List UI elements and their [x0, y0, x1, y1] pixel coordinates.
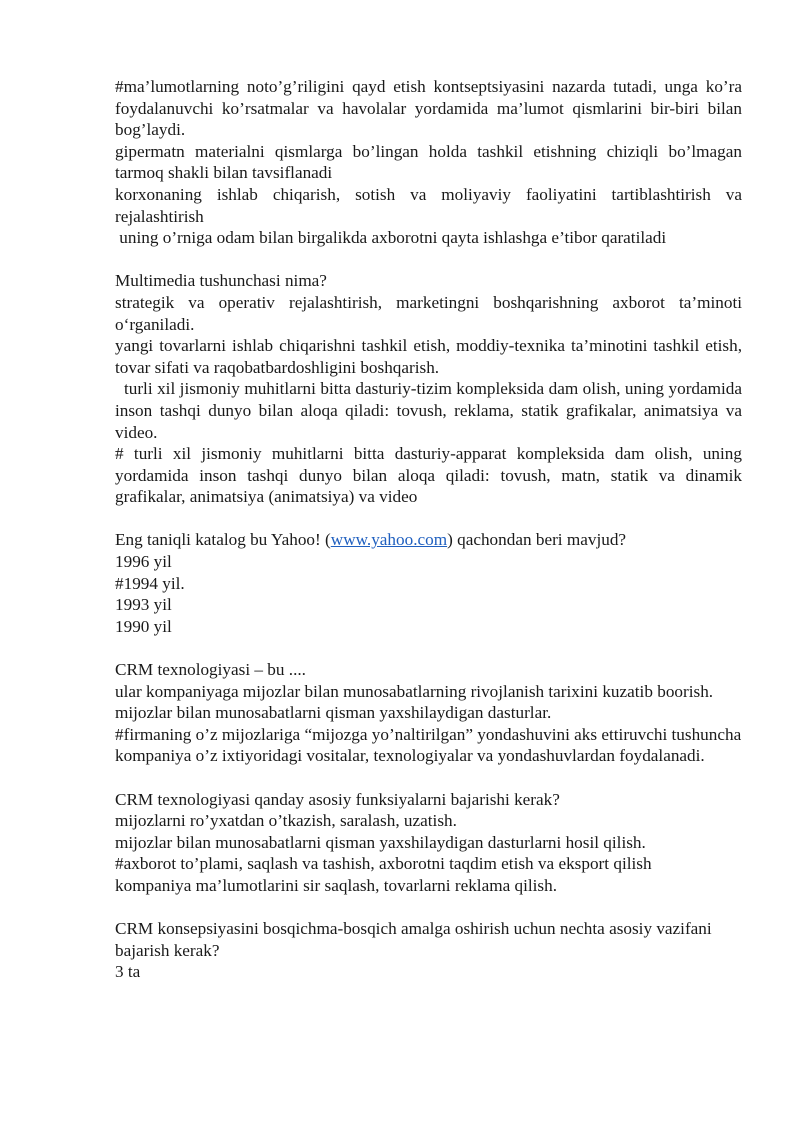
- answer-option: #1994 yil.: [115, 573, 185, 593]
- answer-option: #ma’lumotlarning noto’g’riligini qayd etish kontseptsiyasini nazarda tutadi, unga ko’ra foydalanuvchi ko’rsatmalar va havolalar yordamida ma’lumot qismlarini bir-biri bilan bog’laydi.: [115, 77, 742, 140]
- answer-option: kompaniya ma’lumotlarini sir saqlash, tovarlarni reklama qilish.: [115, 875, 557, 895]
- paragraph-gap: [115, 249, 742, 271]
- answer-option: ular kompaniyaga mijozlar bilan munosabatlarning rivojlanish tarixini kuzatib boorish.: [115, 681, 714, 701]
- answer-option: # turli xil jismoniy muhitlarni bitta dasturiy-apparat kompleksida dam olish, uning yordamida inson tashqi dunyo bilan aloqa qiladi: tovush, matn, statik va dinamik grafikalar, animatsiya (animatsiya) va video: [115, 444, 742, 507]
- question-yahoo: [115, 529, 742, 551]
- question-crm-functions: CRM texnologiyasi qanday asosiy funksiyalarni bajarishi kerak?: [115, 789, 560, 809]
- answer-option: yangi tovarlarni ishlab chiqarishni tashkil etish, moddiy-texnika ta’minotini tashkil etish, tovar sifati va raqobatbardoshligini boshqarish.: [115, 336, 742, 377]
- answer-option: #axborot to’plami, saqlash va tashish, axborotni taqdim etish va eksport qilish: [115, 854, 652, 874]
- paragraph-gap: [115, 767, 742, 789]
- answer-option: mijozlarni ro’yxatdan o’tkazish, saralash, uzatish.: [115, 811, 457, 831]
- answer-option: 3 ta: [115, 962, 141, 982]
- question-crm: CRM texnologiyasi – bu ....: [115, 660, 306, 680]
- question-multimedia: Multimedia tushunchasi nima?: [115, 271, 327, 291]
- answer-option: uning o’rniga odam bilan birgalikda axborotni qayta ishlashga e’tibor qaratiladi: [115, 228, 667, 248]
- question-text-start: Eng taniqli katalog bu Yahoo! (: [115, 530, 331, 550]
- answer-option: kompaniya o’z ixtiyoridagi vositalar, texnologiyalar va yondashuvlardan foydalanadi.: [115, 746, 705, 766]
- answer-option: #firmaning o’z mijozlariga “mijozga yo’naltirilgan” yondashuvini aks ettiruvchi tushuncha: [115, 724, 742, 744]
- yahoo-link[interactable]: www.yahoo.com: [330, 530, 448, 550]
- answer-option: 1993 yil: [115, 595, 172, 615]
- question-text-end: ) qachondan beri mavjud?: [447, 530, 627, 550]
- question-crm-concept: CRM konsepsiyasini bosqichma-bosqich amalga oshirish uchun nechta asosiy vazifani bajarish kerak?: [115, 919, 712, 960]
- answer-option: gipermatn materialni qismlarga bo’lingan holda tashkil etishning chiziqli bo’lmagan tarmoq shakli bilan tavsiflanadi: [115, 141, 742, 183]
- paragraph-gap: [115, 897, 742, 919]
- paragraph-gap: [115, 637, 742, 659]
- answer-option: strategik va operativ rejalashtirish, marketingni boshqarishning axborot ta’minoti o‘rganiladi.: [115, 292, 742, 334]
- answer-option: korxonaning ishlab chiqarish, sotish va moliyaviy faoliyatini tartiblashtirish va rejalashtirish: [115, 184, 742, 226]
- answer-option: mijozlar bilan munosabatlarni qisman yaxshilaydigan dasturlarni hosil qilish.: [115, 832, 646, 852]
- paragraph-gap: [115, 508, 742, 530]
- answer-option: 1996 yil: [115, 552, 172, 572]
- answer-option: mijozlar bilan munosabatlarni qisman yaxshilaydigan dasturlar.: [115, 703, 552, 723]
- answer-option: 1990 yil: [115, 616, 172, 636]
- document-text: [115, 76, 747, 983]
- answer-option: turli xil jismoniy muhitlarni bitta dasturiy-tizim kompleksida dam olish, uning yordamida inson tashqi dunyo bilan aloqa qiladi: tovush, reklama, statik grafikalar, animatsiya va video.: [115, 379, 747, 442]
